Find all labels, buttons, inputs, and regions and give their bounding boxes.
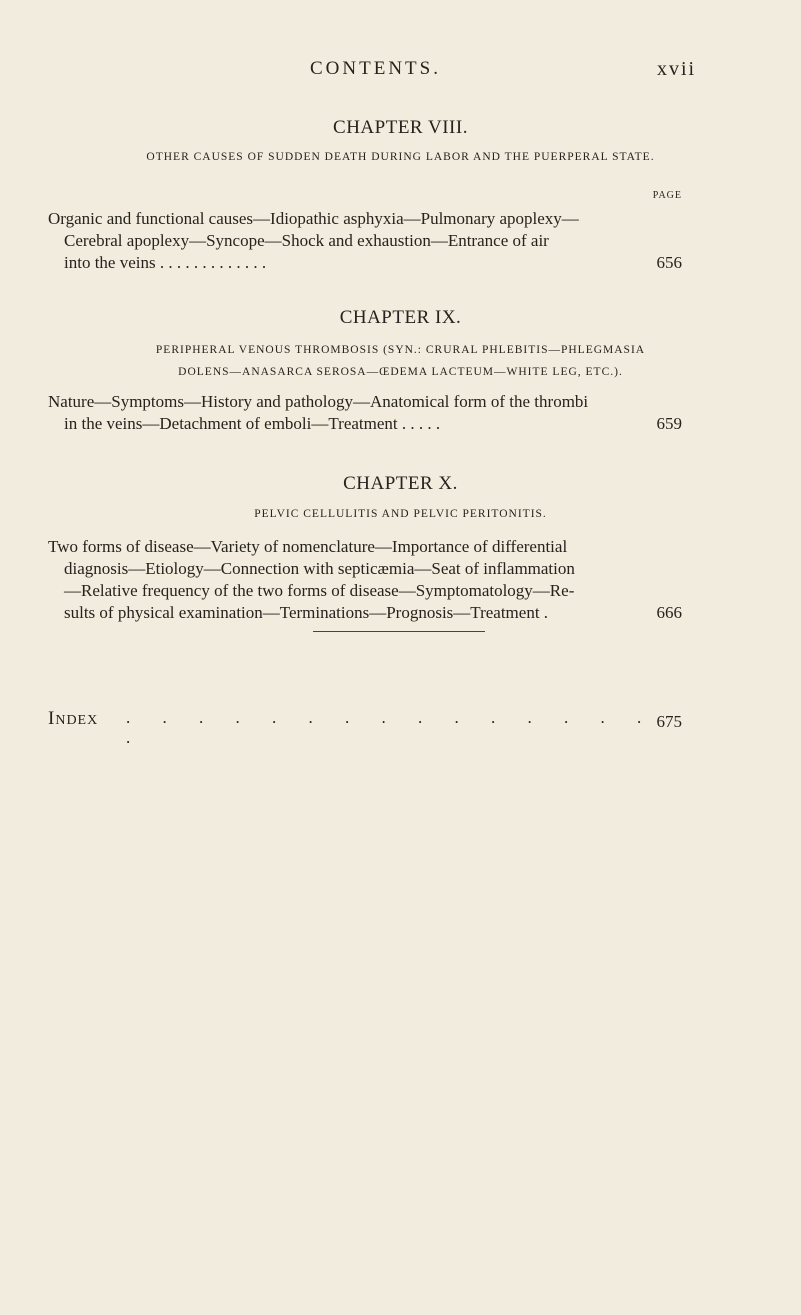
running-head bbox=[0, 58, 801, 84]
index-label-rest: NDEX bbox=[55, 713, 99, 728]
page-column-label: PAGE bbox=[652, 190, 682, 201]
chapter-8-heading: CHAPTER VIII. bbox=[333, 117, 468, 138]
entry-line-last bbox=[48, 602, 682, 624]
chapter-10-page-number: 666 bbox=[656, 603, 682, 622]
chapter-9-entry bbox=[48, 391, 682, 435]
index-page-number: 675 bbox=[656, 712, 682, 731]
chapter-8-subtitle bbox=[0, 146, 801, 168]
entry-line-text: into the veins . . . . . . . . . . . . . bbox=[64, 253, 267, 272]
entry-line: diagnosis—Etiology—Connection with septicæmia—Seat of inflammation bbox=[64, 559, 575, 578]
page-folio: xvii bbox=[657, 58, 697, 80]
chapter-9-page-number: 659 bbox=[656, 414, 682, 433]
index-label bbox=[48, 708, 98, 730]
chapter-9-subtitle-line: PERIPHERAL VENOUS THROMBOSIS (SYN.: CRURAL PHLEBITIS—PHLEGMASIA bbox=[155, 344, 646, 356]
entry-line-last bbox=[48, 413, 682, 435]
chapter-9-subtitle-line: DOLENS—ANASARCA SEROSA—ŒDEMA LACTEUM—WHITE LEG, ETC.). bbox=[178, 366, 623, 378]
entry-line: Organic and functional causes—Idiopathic asphyxia—Pulmonary apoplexy— bbox=[48, 209, 579, 228]
section-divider bbox=[313, 631, 485, 632]
chapter-8-entry bbox=[48, 208, 682, 274]
chapter-10-entry bbox=[48, 536, 682, 624]
chapter-10-heading: CHAPTER X. bbox=[343, 473, 458, 494]
entry-line: Cerebral apoplexy—Syncope—Shock and exhaustion—Entrance of air bbox=[64, 231, 549, 250]
entry-line: Two forms of disease—Variety of nomenclature—Importance of differential bbox=[48, 537, 568, 556]
entry-line-last bbox=[48, 252, 682, 274]
index-leader-dots: . . . . . . . . . . . . . . . . bbox=[126, 708, 656, 747]
chapter-9-subtitle bbox=[0, 339, 801, 383]
chapter-10-subtitle bbox=[0, 503, 801, 525]
index-label-initial: I bbox=[48, 708, 56, 729]
entry-line-text: sults of physical examination—Terminations—Prognosis—Treatment . bbox=[64, 603, 549, 622]
entry-line: Nature—Symptoms—History and pathology—Anatomical form of the thrombi bbox=[48, 392, 589, 411]
chapter-8-subtitle-line: OTHER CAUSES OF SUDDEN DEATH DURING LABOR AND THE PUERPERAL STATE. bbox=[146, 151, 655, 163]
entry-line-text: in the veins—Detachment of emboli—Treatment . . . . . bbox=[64, 414, 441, 433]
entry-line: —Relative frequency of the two forms of disease—Symptomatology—Re- bbox=[64, 581, 575, 600]
index-entry bbox=[48, 708, 682, 747]
chapter-8-page-number: 656 bbox=[656, 253, 682, 272]
chapter-10-subtitle-line: PELVIC CELLULITIS AND PELVIC PERITONITIS. bbox=[254, 508, 547, 520]
chapter-9-heading: CHAPTER IX. bbox=[339, 307, 462, 328]
running-title: CONTENTS. bbox=[310, 58, 441, 79]
